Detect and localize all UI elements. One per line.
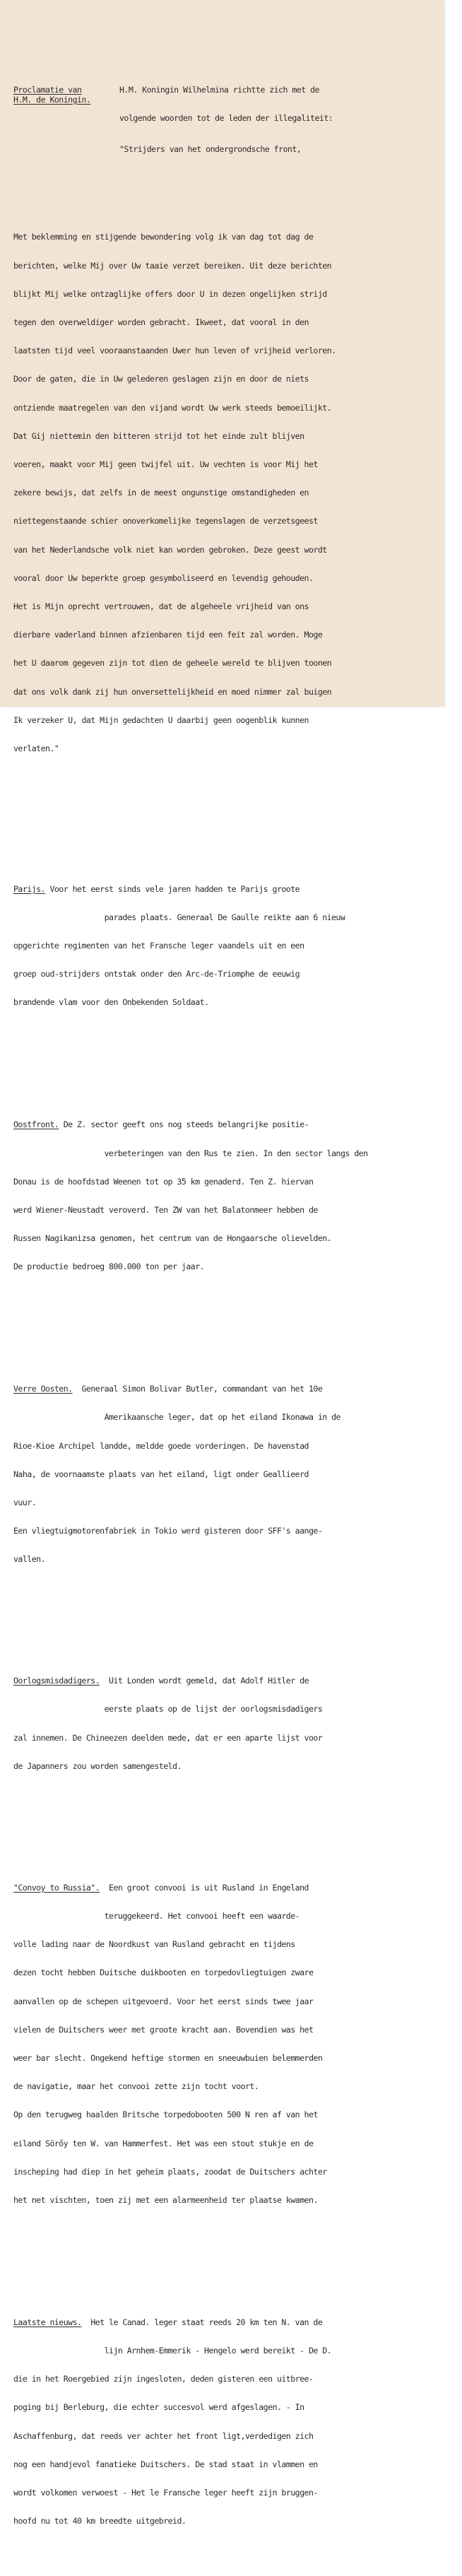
text-line: brandende vlam voor den Onbekenden Soldaat. [13, 997, 209, 1008]
text-line [13, 1676, 437, 1686]
section-verre-oosten [13, 1365, 437, 1583]
oostfront-heading: Oostfront. [13, 1119, 59, 1130]
text-line: dierbare vaderland binnen afzienbaren tijd een feit zal worden. Moge [13, 630, 323, 640]
text-line: Naha, de voornaamste plaats van het eiland, ligt onder Geallieerd [13, 1469, 309, 1479]
convoy-first-line: Een groot convooi is uit Rusland in Engeland [100, 1882, 309, 1893]
section-oostfront [13, 1101, 437, 1290]
text-line: Russen Nagikanizsa genomen, het centrum van de Hongaarsche olievelden. [13, 1233, 332, 1244]
text-line: berichten, welke Mij over Uw taaie verzet bereiken. Uit deze berichten [13, 260, 332, 271]
text-line: De productie bedroeg 800.000 ton per jaar. [13, 1261, 205, 1272]
oorlogsmisdadigers-heading: Oorlogsmisdadigers. [13, 1676, 100, 1686]
text-line: volgende woorden tot de leden der illegaliteit: [119, 113, 333, 124]
section-parijs [13, 866, 437, 1027]
text-line: Een vliegtuigmotorenfabriek in Tokio werd gisteren door SFF's aange- [13, 1526, 323, 1536]
text-line: Door de gaten, die in Uw gelederen geslagen zijn en door de niets [13, 374, 309, 384]
text-line [13, 2318, 437, 2327]
text-line: groep oud-strijders ontstak onder den Arc-de-Triomphe de eeuwig [13, 969, 300, 980]
text-line: eerste plaats op de lijst der oorlogsmisdadigers [13, 1704, 323, 1715]
text-line [13, 885, 437, 894]
oorlogsmisdadigers-first-line: Uit Londen wordt gemeld, dat Adolf Hitler de [100, 1676, 309, 1686]
text-line: het U daarom gegeven zijn tot dien de geheele wereld te blijven toonen [13, 658, 332, 669]
text-line: zal innemen. De Chineezen deelden mede, dat er een aparte lijst voor [13, 1732, 323, 1743]
section-heading [13, 66, 119, 172]
text-line: opgerichte regimenten van het Fransche leger vaandels uit en een [13, 941, 304, 951]
section-laatste-nieuws [13, 2299, 437, 2545]
text-line: Amerikaansche leger, dat op het eiland Ikonawa in de [13, 1412, 340, 1423]
text-line: parades plaats. Generaal De Gaulle reikte aan 6 nieuw [13, 912, 345, 922]
text-line: "Strijders van het ondergrondsche front, [119, 143, 302, 154]
text-line: Donau is de hoofdstad Weenen tot op 35 km genaderd. Ten Z. hiervan [13, 1176, 314, 1187]
text-line: nog een handjevol fanatieke Duitschers. De stad staat in vlammen en [13, 2459, 318, 2469]
text-line: ontziende maatregelen van den vijand wordt Uw werk steeds bemoeilijkt. [13, 402, 332, 413]
text-line: Het is Mijn oprecht vertrouwen, dat de algeheele vrijheid van ons [13, 601, 309, 611]
text-line: het net vischten, toen zij met een alarmeenheid ter plaatse kwamen. [13, 2194, 318, 2205]
text-line: vuur. [13, 1497, 37, 1507]
text-line: aanvallen op de schepen uitgevoerd. Voor het eerst sinds twee jaar [13, 1996, 314, 2006]
text-line: inscheping had diep in het geheim plaats, zoodat de Duitschers achter [13, 2166, 327, 2177]
section-convoy-to-russia [13, 1864, 437, 2224]
text-line: Op den terugweg haalden Britsche torpedobooten 500 N ren af van het [13, 2110, 318, 2120]
text-line: de navigatie, maar het convooi zette zijn tocht voort. [13, 2081, 259, 2092]
parijs-heading: Parijs. [13, 883, 46, 894]
laatste-nieuws-heading: Laatste nieuws. [13, 2317, 82, 2327]
verre-oosten-first-line: Generaal Simon Bolivar Butler, commandant van het 10e [72, 1384, 323, 1394]
text-line: vielen de Duitschers weer met groote kracht aan. Bovendien was het [13, 2024, 314, 2035]
section-oorlogsmisdadigers [13, 1657, 437, 1790]
text-line: H.M. Koningin Wilhelmina richtte zich met de [119, 85, 319, 95]
proclamatie-text [13, 213, 437, 772]
proclamatie-lead [119, 66, 437, 172]
text-line: hoofd nu tot 40 km breedte uitgebreid. [13, 2516, 186, 2527]
text-line: zekere bewijs, dat zelfs in de meest ongunstige omstandigheden en [13, 488, 309, 498]
text-line: poging bij Berleburg, die echter succesvol werd afgeslagen. - In [13, 2402, 304, 2413]
text-line: Rioe-Kioe Archipel landde, meldde goede vorderingen. De havenstad [13, 1440, 309, 1451]
parijs-first-line: Voor het eerst sinds vele jaren hadden te Parijs groote [45, 883, 300, 894]
text-line: dezen tocht hebben Duitsche duikbooten en torpedovliegtuigen zware [13, 1968, 314, 1978]
text-line: teruggekeerd. Het convooi heeft een waarde- [13, 1910, 300, 1921]
text-line: de Japanners zou worden samengesteld. [13, 1760, 182, 1771]
text-line: verlaten." [13, 743, 59, 753]
text-line: voeren, maakt voor Mij geen twijfel uit. Uw vechten is voor Mij het [13, 459, 318, 469]
text-line: wordt volkomen verwoest - Het le Fransche leger heeft zijn bruggen- [13, 2488, 318, 2498]
verre-oosten-heading: Verre Oosten. [13, 1384, 73, 1394]
text-line: vallen. [13, 1554, 46, 1565]
text-line: Dat Gij niettemin den bitteren strijd tot het einde zult blijven [13, 430, 304, 441]
proclamatie-header-row [13, 66, 437, 172]
oostfront-first-line: De Z. sector geeft ons nog steeds belangrijke positie- [59, 1119, 309, 1130]
text-line: tegen den overweldiger worden gebracht. Ikweet, dat vooral in den [13, 317, 309, 327]
text-line: Ik verzeker U, dat Mijn gedachten U daarbij geen oogenblik kunnen [13, 714, 309, 725]
text-line: weer bar slecht. Ongekend heftige stormen en sneeuwbuien belemmerden [13, 2052, 323, 2063]
text-line: volle lading naar de Noordkust van Rusland gebracht en tijdens [13, 1939, 295, 1950]
text-line: Aschaffenburg, dat reeds ver achter het front ligt,verdedigen zich [13, 2430, 314, 2441]
text-line: die in het Roergebied zijn ingesloten, deden gisteren een uitbree- [13, 2374, 314, 2384]
text-line: Met beklemming en stijgende bewondering volg ik van dag tot dag de [13, 232, 314, 242]
text-line: eiland Sörőy ten W. van Hammerfest. Het was een stout stukje en de [13, 2138, 314, 2148]
text-line: laatsten tijd veel vooraanstaanden Uwer hun leven of vrijheid verloren. [13, 346, 336, 356]
convoy-heading: "Convoy to Russia". [13, 1882, 100, 1893]
text-line [13, 1883, 437, 1893]
text-line: werd Wiener-Neustadt veroverd. Ten ZW van het Balatonmeer hebben de [13, 1204, 318, 1215]
text-line: lijn Arnhem-Emmerik - Hengelo werd bereikt - De D. [13, 2346, 332, 2356]
text-line [13, 1120, 437, 1129]
text-line: blijkt Mij welke ontzaglijke offers door U in dezen ongelijken strijd [13, 288, 327, 299]
text-line: dat ons volk dank zij hun onversettelijkheid en moed nimmer zal buigen [13, 686, 332, 697]
text-line [13, 1384, 437, 1394]
proclamatie-heading: Proclamatie van H.M. de Koningin. [13, 85, 91, 105]
text-line: vooral door Uw beperkte groep gesymboliseerd en levendig gehouden. [13, 572, 314, 583]
text-line: verbeteringen van den Rus te zien. In den sector langs den [13, 1148, 368, 1158]
text-line: van het Nederlandsche volk niet kan worden gebroken. Deze geest wordt [13, 544, 327, 555]
laatste-nieuws-first-line: Het le Canad. leger staat reeds 20 km ten N. van de [81, 2317, 323, 2327]
newsletter-body [13, 10, 437, 2576]
text-line: niettegenstaande schier onoverkomelijke tegenslagen de verzetsgeest [13, 516, 318, 527]
section-proclamatie [13, 48, 437, 792]
